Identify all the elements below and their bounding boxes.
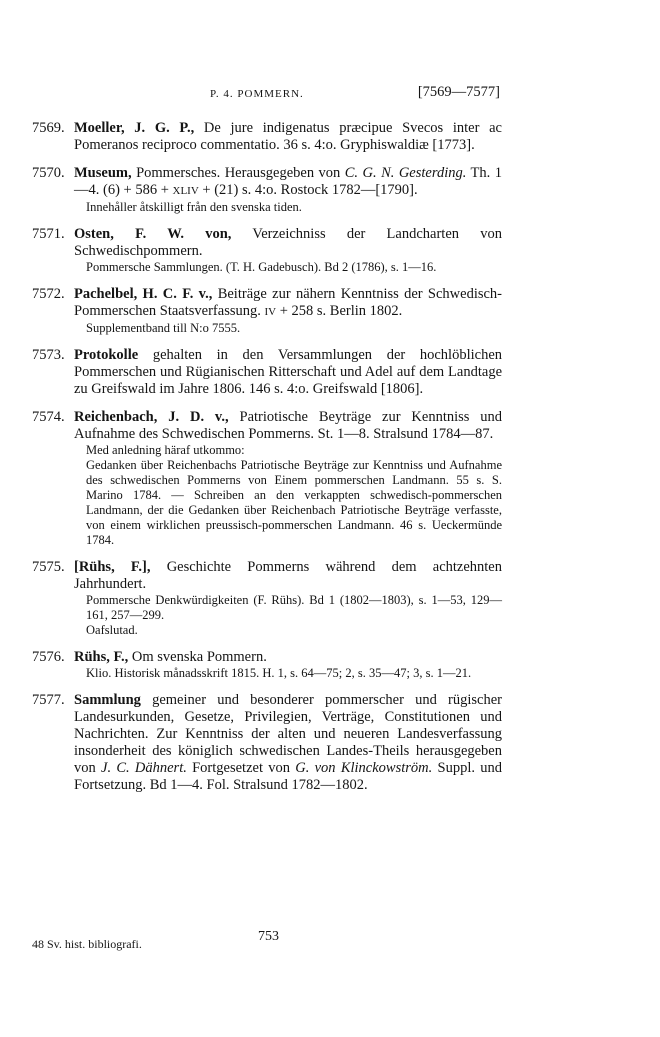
entry-7575 <box>32 559 502 638</box>
entry-number: 7570. <box>32 165 65 181</box>
entry-author: Museum, <box>74 165 132 181</box>
entry-7570 <box>32 165 502 215</box>
entry-text: Pachelbel, H. C. F. v., Beiträge zur nähern Kenntniss der Schwedisch-Pommerschen Staatsverfassung. IV + 258 s. Berlin 1802. <box>74 286 503 319</box>
section-title: P. 4. POMMERN. <box>210 88 304 100</box>
entry-number: 7571. <box>32 226 65 242</box>
entry-author: Osten, F. W. von, <box>74 226 232 242</box>
entry-author: Sammlung <box>74 692 141 708</box>
entry-number: 7569. <box>32 120 65 136</box>
page-number: 753 <box>258 929 279 944</box>
entry-note: Klio. Historisk månadsskrift 1815. H. 1, s. 64—75; 2, s. 35—47; 3, s. 1—21. <box>86 666 472 680</box>
entry-author: Rühs, F., <box>74 649 129 665</box>
entry-text: [Rühs, F.], Geschichte Pommerns während dem achtzehnten Jahrhundert. <box>74 559 502 592</box>
entry-note: Pommersche Denkwürdigkeiten (F. Rühs). Bd 1 (1802—1803), s. 1—53, 129—161, 257—299. <box>86 593 502 622</box>
entry-note: Oafslutad. <box>86 623 138 637</box>
entry-note: Innehåller åtskilligt från den svenska tiden. <box>86 200 302 214</box>
entry-7576 <box>32 649 502 681</box>
entry-text: Museum, Pommersches. Herausgegeben von C. G. N. Gesterding. Th. 1—4. (6) + 586 + XLIV + (21) s. 4:o. Rostock 1782—[1790]. <box>74 165 502 198</box>
entry-author: Moeller, J. G. P., <box>74 120 195 136</box>
entry-author: Protokolle <box>74 347 139 363</box>
entry-range: [7569—7577] <box>417 84 500 100</box>
entry-number: 7575. <box>32 559 65 575</box>
entry-author: Reichenbach, J. D. v., <box>74 409 229 425</box>
entry-7571 <box>32 226 502 275</box>
entry-author: [Rühs, F.], <box>74 559 151 575</box>
entry-text: Rühs, F., Om svenska Pommern. <box>74 649 267 665</box>
entry-text: Sammlung gemeiner und besonderer pommerscher und rügischer Landesurkunden, Gesetze, Privilegien, Verträge, Constitutionen und Nachrichten. Zur Kenntniss der alten und neueren Landesverfassung insonderheit des königlich schwedischen Landes-Theils herausgegeben von J. C. Dähnert. Fortgesetzet von G. von Klinckowström. Suppl. und Fortsetzung. Bd 1—4. Fol. Stralsund 1782—1802. <box>74 692 503 793</box>
entry-number: 7577. <box>32 692 65 708</box>
entry-note: Supplementband till N:o 7555. <box>86 321 241 335</box>
entry-7572 <box>32 286 502 336</box>
running-header <box>76 84 502 106</box>
page-footer <box>32 929 502 957</box>
entry-number: 7576. <box>32 649 65 665</box>
entry-number: 7573. <box>32 347 65 363</box>
entry-text: Reichenbach, J. D. v., Patriotische Beyträge zur Kenntniss und Aufnahme des Schwedischen Pommerns. St. 1—8. Stralsund 1784—87. <box>74 409 503 442</box>
entry-text: Moeller, J. G. P., De jure indigenatus præcipue Svecos inter ac Pomeranos reciproco commentatio. 36 s. 4:o. Gryphiswaldiæ [1773]. <box>74 120 502 153</box>
entry-7569 <box>32 120 502 154</box>
entry-text: Osten, F. W. von, Verzeichniss der Landcharten von Schwedischpommern. <box>74 226 502 259</box>
entry-editor: J. C. Dähnert. <box>101 760 187 776</box>
entry-note: Gedanken über Reichenbachs Patriotische Beyträge zur Kenntniss und Aufnahme des schwedischen Pommerns von Einem pommerschen Landmann. 55 s. S. Marino 1784. — Schreiben an den verkappten schwedisch-pommerschen Landmann, der die Gedanken über Reichenbach Patriotische Beyträge verfasste, von einem wirklichen preussisch-pommerschen Landmann. 46 s. Ueckermünde 1784. <box>86 458 502 547</box>
entry-note: Pommersche Sammlungen. (T. H. Gadebusch). Bd 2 (1786), s. 1—16. <box>86 260 437 274</box>
entry-editor: G. von Klinckowström. <box>295 760 433 776</box>
entry-text: Protokolle gehalten in den Versammlungen der hochlöblichen Pommerschen und Rügianischen Ritterschaft und Adel auf dem Landtage zu Greifswald im Jahre 1806. 146 s. 4:o. Greifswald [1806]. <box>74 347 503 397</box>
entry-author: Pachelbel, H. C. F. v., <box>74 286 213 302</box>
entry-7574 <box>32 409 502 548</box>
entry-7573 <box>32 347 502 398</box>
entry-editor: C. G. N. Gesterding. <box>344 165 467 181</box>
entry-number: 7572. <box>32 286 65 302</box>
entry-7577 <box>32 692 502 794</box>
bibliography-entries <box>32 120 502 805</box>
printer-signature: 48 Sv. hist. bibliografi. <box>32 937 142 951</box>
entry-note: Med anledning häraf utkommo: <box>86 443 245 457</box>
entry-number: 7574. <box>32 409 65 425</box>
